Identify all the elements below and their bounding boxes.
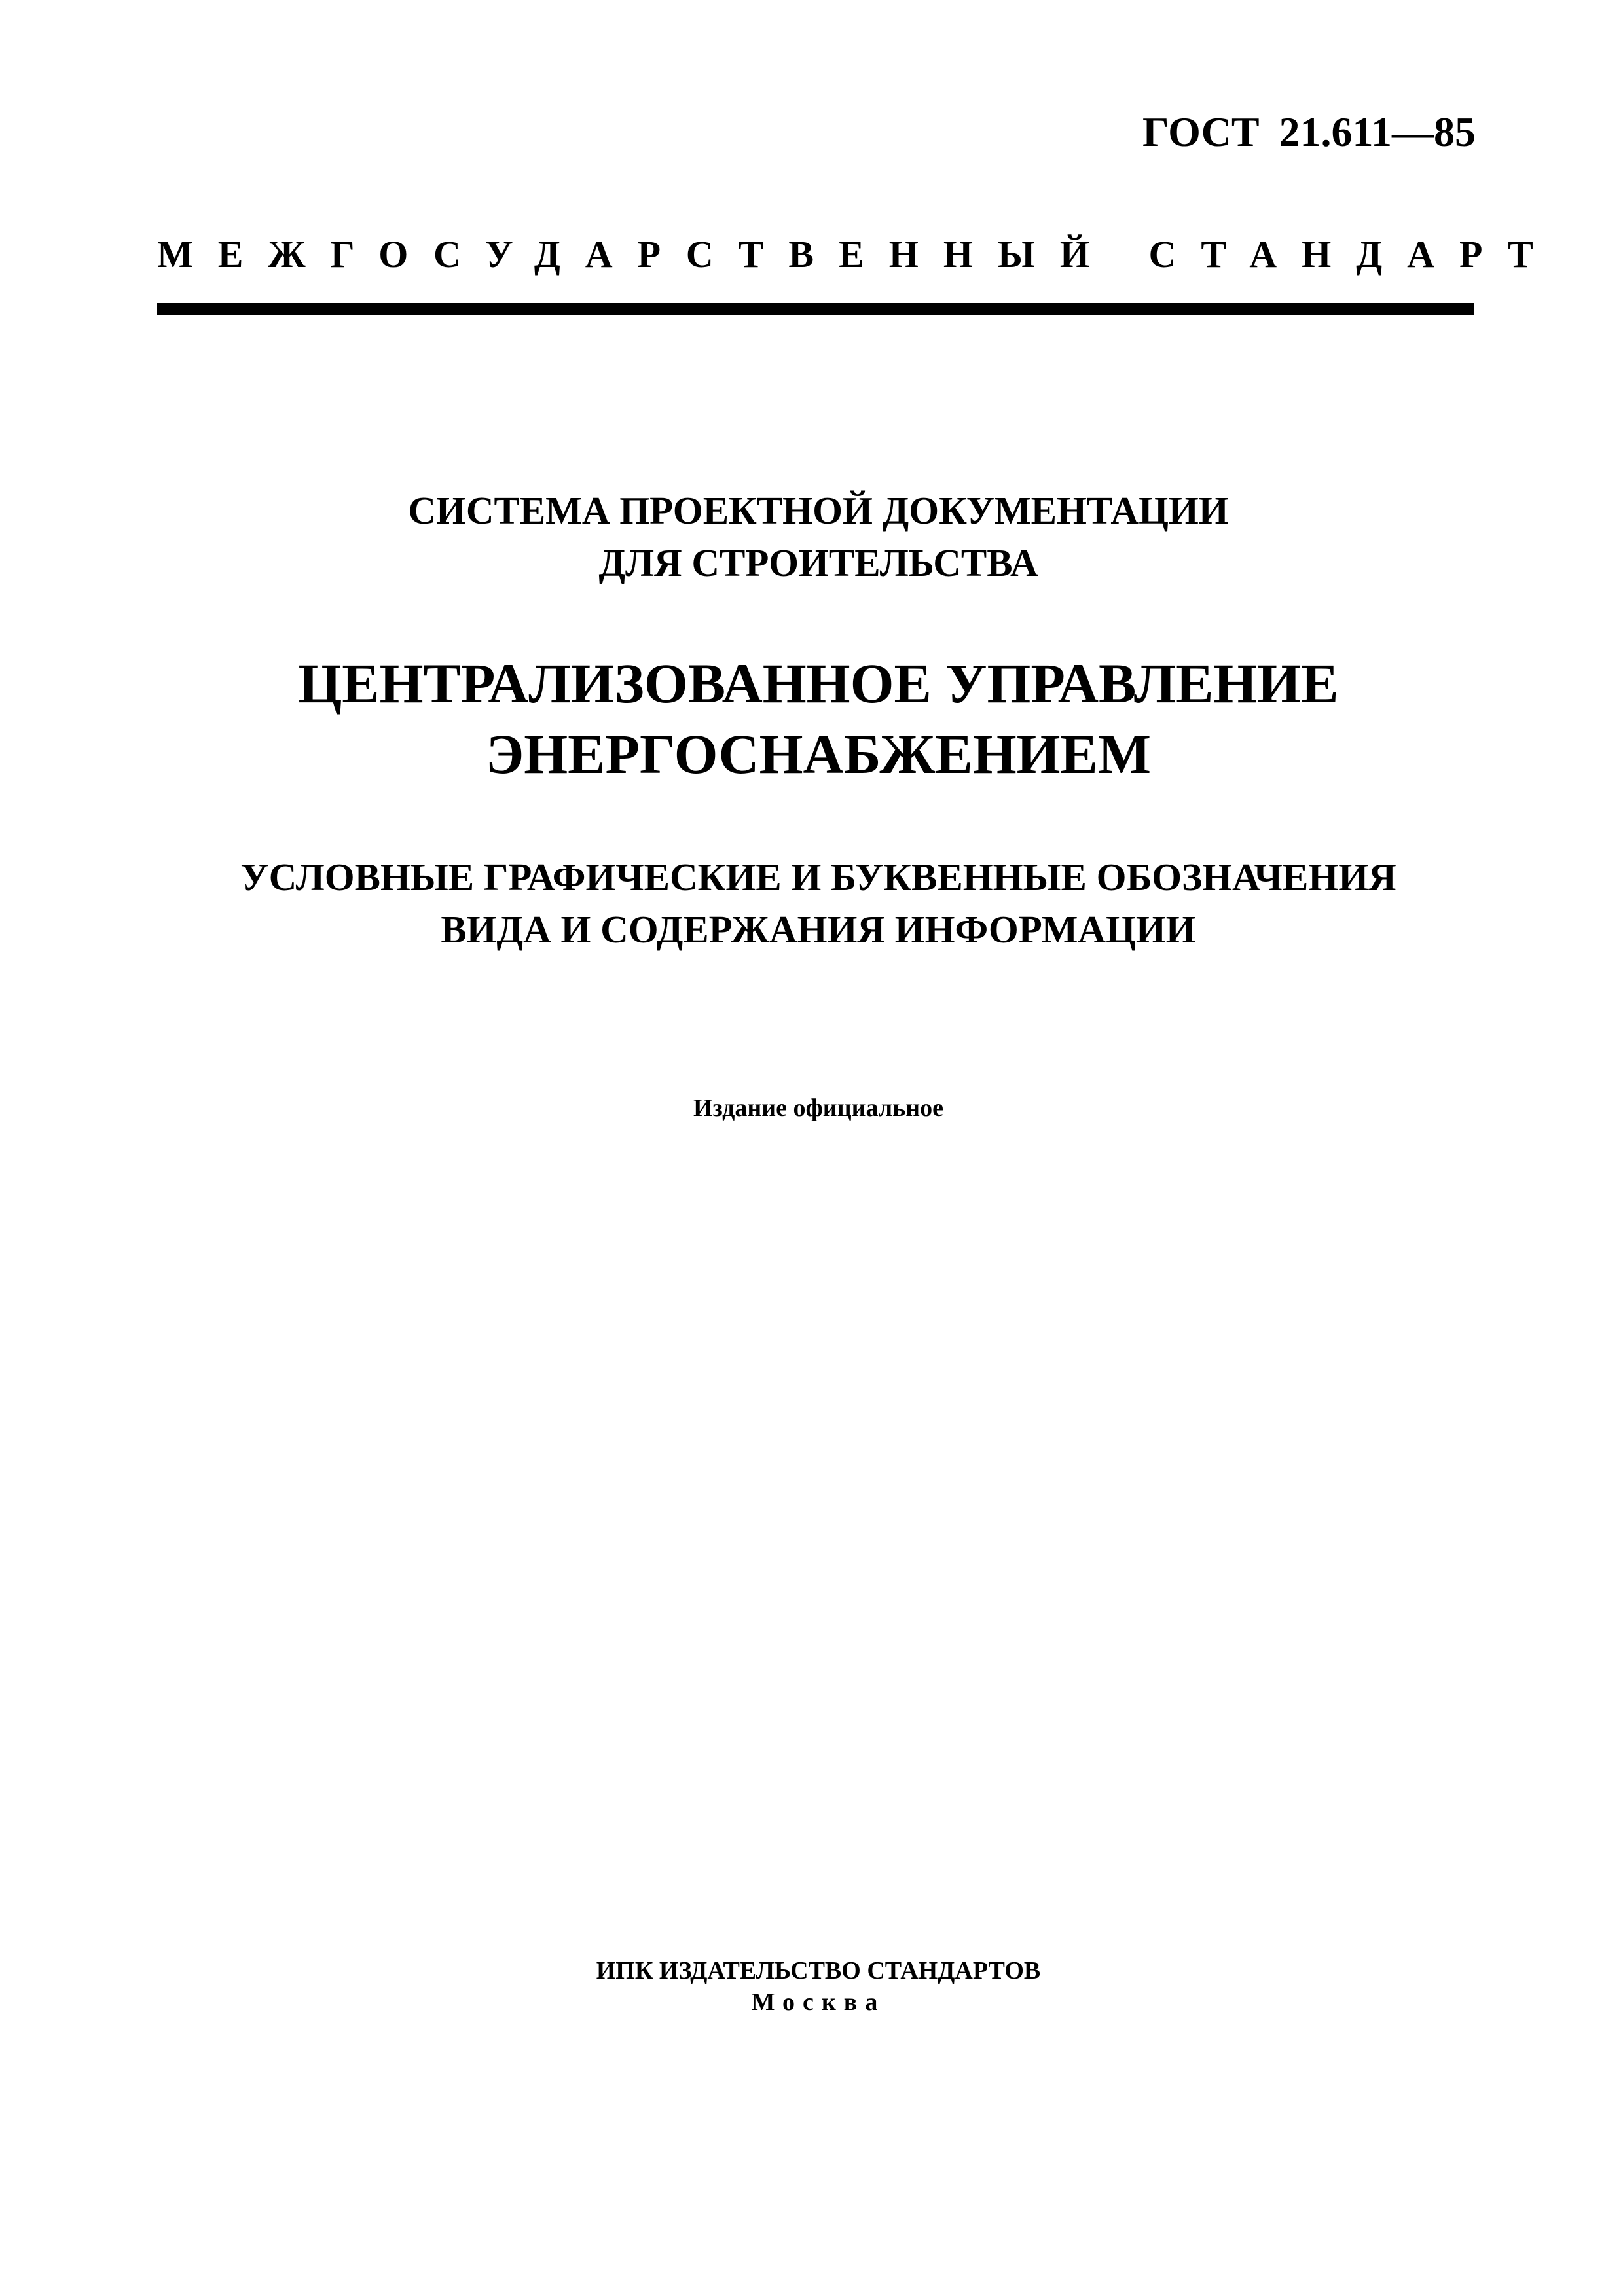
publisher: ИПК ИЗДАТЕЛЬСТВО СТАНДАРТОВ [596, 1957, 1041, 1984]
series-title-line-2: ДЛЯ СТРОИТЕЛЬСТВА [598, 541, 1038, 584]
edition-note: Издание официальное [693, 1094, 943, 1122]
publication-city: Москва [751, 1988, 886, 2016]
main-title-line-1: ЦЕНТРАЛИЗОВАННОЕ УПРАВЛЕНИЕ [298, 652, 1339, 715]
subtitle-line-2: ВИДА И СОДЕРЖАНИЯ ИНФОРМАЦИИ [441, 908, 1196, 951]
document-number: ГОСТ 21.611—85 [1142, 109, 1476, 155]
header-rule [157, 303, 1474, 315]
subtitle-line-1: УСЛОВНЫЕ ГРАФИЧЕСКИЕ И БУКВЕННЫЕ ОБОЗНАЧЕНИЯ [240, 855, 1396, 899]
series-title-line-1: СИСТЕМА ПРОЕКТНОЙ ДОКУМЕНТАЦИИ [408, 489, 1229, 532]
standard-category: МЕЖГОСУДАРСТВЕННЫЙ СТАНДАРТ [157, 233, 1558, 276]
main-title-line-2: ЭНЕРГОСНАБЖЕНИЕМ [485, 723, 1152, 785]
main-title [131, 648, 1506, 789]
subtitle [131, 851, 1506, 956]
series-title [131, 484, 1506, 589]
